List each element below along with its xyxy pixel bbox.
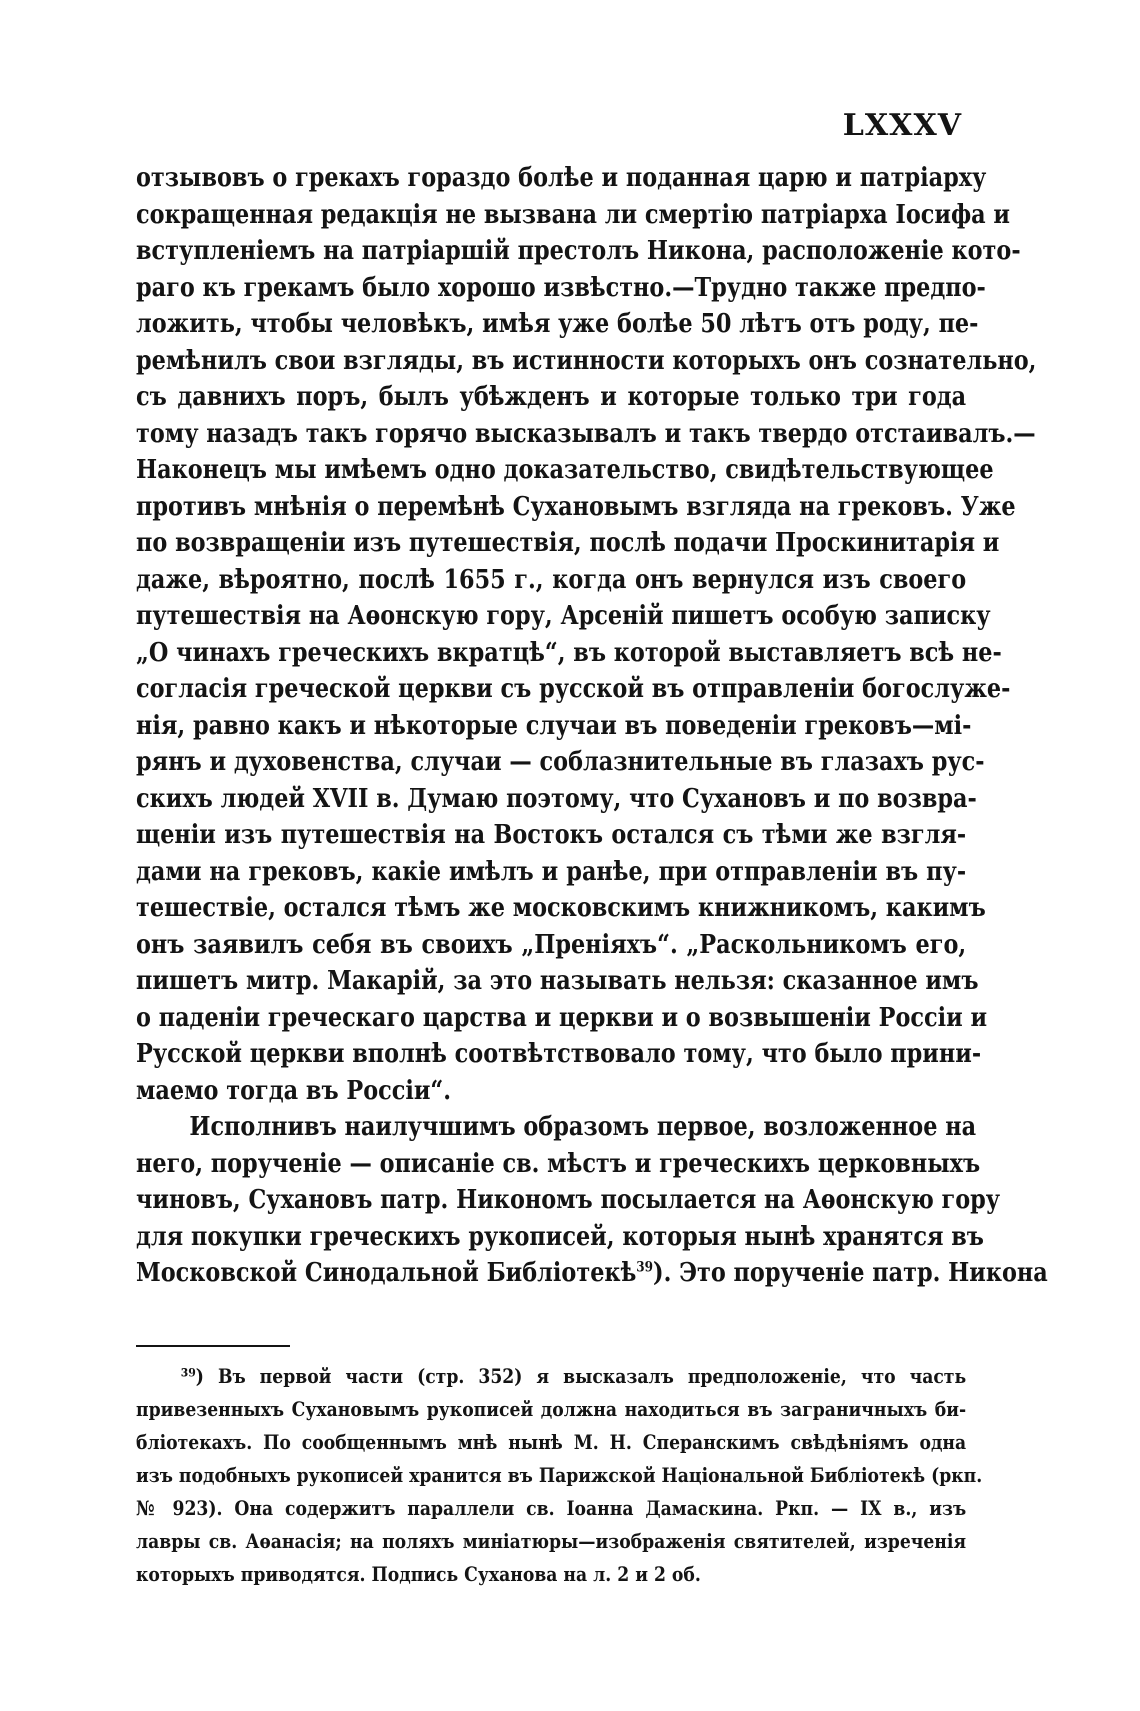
- text-line: вступленіемъ на патріаршій престолъ Никона, расположеніе кото-: [136, 236, 1021, 266]
- text-line: съ давнихъ поръ, былъ убѣжденъ и которые только три года: [136, 382, 967, 412]
- footnotes: [136, 1360, 983, 1591]
- text-line: раго къ грекамъ было хорошо извѣстно.—Трудно также предпо-: [136, 272, 986, 303]
- text-line: нія, равно какъ и нѣкоторые случаи въ поведеніи грековъ—мі-: [136, 710, 972, 741]
- footnote-line: изъ подобныхъ рукописей хранится въ Парижской Національной Библіотекѣ (ркп.: [136, 1463, 983, 1487]
- text-line: по возвращеніи изъ путешествія, послѣ подачи Проскинитарія и: [136, 528, 1000, 558]
- text-line: пишетъ митр. Макарій, за это называть нельзя: сказанное имъ: [136, 966, 979, 996]
- footnote-line: привезенныхъ Сухановымъ рукописей должна находиться въ заграничныхъ би-: [136, 1397, 967, 1421]
- footnote-marker: ³⁹): [180, 1364, 204, 1388]
- main-text: [136, 160, 1048, 1292]
- text-line: щеніи изъ путешествія на Востокъ остался съ тѣми же взгля-: [136, 820, 967, 850]
- page-number: LXXXV: [842, 108, 962, 143]
- footnote-line: которыхъ приводятся. Подпись Суханова на л. 2 и 2 об.: [136, 1562, 701, 1586]
- text-line: о паденіи греческаго царства и церкви и о возвышеніи Россіи и: [136, 1002, 988, 1033]
- text-line: Исполнивъ наилучшимъ образомъ первое, возложенное на: [189, 1112, 977, 1142]
- text-line: согласія греческой церкви съ русской въ отправленіи богослуже-: [136, 674, 1011, 704]
- text-line: рянъ и духовенства, случаи — соблазнительные въ глазахъ рус-: [136, 747, 985, 777]
- text-line: тешествіе, остался тѣмъ же московскимъ книжникомъ, какимъ: [136, 893, 986, 923]
- text-line: для покупки греческихъ рукописей, которыя нынѣ хранятся въ: [136, 1221, 984, 1252]
- footnote-divider: [136, 1345, 290, 1347]
- text-line: ремѣнилъ свои взгляды, въ истинности которыхъ онъ сознательно,: [136, 345, 1037, 376]
- text-line: [136, 1255, 1048, 1292]
- text-line: онъ заявилъ себя въ своихъ „Преніяхъ“. „Раскольникомъ его,: [136, 929, 967, 960]
- text-fragment: Московской Синодальной Библіотекѣ: [136, 1258, 637, 1288]
- text-line: даже, вѣроятно, послѣ 1655 г., когда онъ вернулся изъ своего: [136, 564, 967, 595]
- text-line: „О чинахъ греческихъ вкратцѣ“, въ которой выставляетъ всѣ не-: [136, 637, 1002, 668]
- text-line: скихъ людей XVII в. Думаю поэтому, что Сухановъ и по возвра-: [136, 783, 977, 814]
- text-line: Наконецъ мы имѣемъ одно доказательство, свидѣтельствующее: [136, 455, 994, 485]
- footnote-line: № 923). Она содержитъ параллели св. Іоанна Дамаскина. Ркп. — IX в., изъ: [136, 1496, 967, 1520]
- footnote-line: [136, 1360, 966, 1393]
- text-line: противъ мнѣнія о перемѣнѣ Сухановымъ взгляда на грековъ. Уже: [136, 491, 1016, 522]
- text-line: чиновъ, Сухановъ патр. Никономъ посылается на Аѳонскую гору: [136, 1185, 1001, 1215]
- text-line: тому назадъ такъ горячо высказывалъ и такъ твердо отстаивалъ.—: [136, 418, 1036, 449]
- footnote-line: лавры св. Аѳанасія; на поляхъ миніатюры—изображенія святителей, изреченія: [136, 1529, 967, 1553]
- text-line: путешествія на Аѳонскую гору, Арсеній пишетъ особую записку: [136, 601, 991, 631]
- text-fragment: Въ первой части (стр. 352) я высказалъ предположеніе, что часть: [217, 1364, 967, 1388]
- text-fragment: ). Это порученіе патр. Никона: [653, 1258, 1048, 1288]
- footnote-reference[interactable]: 39: [636, 1259, 654, 1276]
- text-line: ложить, чтобы человѣкъ, имѣя уже болѣе 50 лѣтъ отъ роду, пе-: [136, 309, 979, 339]
- text-line: него, порученіе — описаніе св. мѣстъ и греческихъ церковныхъ: [136, 1148, 981, 1179]
- text-line: маемо тогда въ Россіи“.: [136, 1075, 452, 1106]
- text-line: Русской церкви вполнѣ соотвѣтствовало тому, что было прини-: [136, 1039, 982, 1069]
- footnote-line: бліотекахъ. По сообщеннымъ мнѣ нынѣ М. Н. Сперанскимъ свѣдѣніямъ одна: [136, 1430, 967, 1454]
- text-line: дами на грековъ, какіе имѣлъ и ранѣе, при отправленіи въ пу-: [136, 856, 967, 887]
- text-line: сокращенная редакція не вызвана ли смертію патріарха Іосифа и: [136, 199, 1010, 230]
- text-line: отзывовъ о грекахъ гораздо болѣе и поданная царю и патріарху: [136, 163, 987, 193]
